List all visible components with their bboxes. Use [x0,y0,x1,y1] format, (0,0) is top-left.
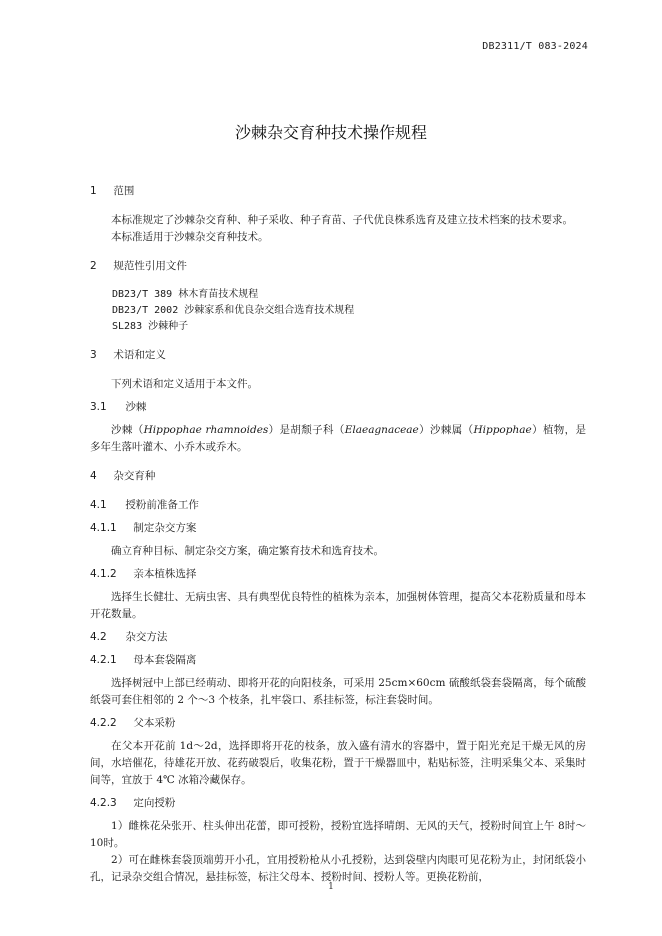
section-number: 3 [90,349,97,361]
section-number: 3.1 [90,401,107,413]
paragraph: 选择生长健壮、无病虫害、具有典型优良特性的植株为亲本，加强树体管理，提高父本花粉质量和母本开花数量。 [90,591,586,620]
paragraph: 下列术语和定义适用于本文件。 [111,378,258,390]
section-title: 制定杂交方案 [133,522,197,534]
section-title: 杂交方法 [125,631,168,643]
section-number: 4.1.1 [90,522,117,534]
section-number: 4.2 [90,631,107,643]
section-number: 4.1.2 [90,568,117,580]
subsection-4-2-1-heading [90,652,586,669]
section-3-heading [90,347,586,364]
reference-item: SL283 沙棘种子 [112,321,189,332]
subsection-4-2-heading [90,629,586,646]
section-number: 4 [90,470,97,482]
document-title: 沙棘杂交育种技术操作规程 [234,123,427,142]
page-number: 1 [328,882,334,892]
subsection-4-1-heading [90,497,586,514]
section-number: 4.2.3 [90,797,117,809]
subsection-4-2-2-heading [90,715,586,732]
section-title: 母本套袋隔离 [133,654,197,666]
subsection-4-1-2-heading [90,566,586,583]
paragraph: 本标准适用于沙棘杂交育种技术。 [111,231,269,243]
subsection-4-1-1-heading [90,520,586,537]
section-title: 范围 [113,185,135,197]
definition-paragraph: 沙棘（Hippophae rhamnoides）是胡颓子科（Elaeagnaceae）沙棘属（Hippophae）植物，是多年生落叶灌木、小乔木或乔木。 [90,424,587,453]
paragraph: 确立育种目标、制定杂交方案，确定繁育技术和选育技术。 [111,545,384,557]
subsection-4-2-3-heading [90,795,586,812]
paragraph: 本标准规定了沙棘杂交育种、种子采收、种子育苗、子代优良株系选育及建立技术档案的技术要求。 [111,214,573,226]
latin-name: Hippophae rhamnoides [143,424,269,436]
document-code: DB2311/T 083-2024 [482,41,588,52]
paragraph: 2）可在雌株套袋顶端剪开小孔，宜用授粉枪从小孔授粉，达到袋壁内肉眼可见花粉为止，封闭纸袋小孔，记录杂交组合情况，悬挂标签，标注父母本、授粉时间、授粉人等。更换花粉前， [90,854,586,883]
subsection-3-1-heading [90,399,586,416]
reference-item: DB23/T 2002 沙棘家系和优良杂交组合选育技术规程 [112,305,355,316]
section-number: 4.2.1 [90,654,117,666]
section-number: 2 [90,260,97,272]
section-number: 1 [90,185,97,197]
section-4-heading [90,468,586,485]
paragraph: 1）雌株花朵张开、柱头伸出花蕾，即可授粉，授粉宜选择晴朗、无风的天气，授粉时间宜上午 8时～10时。 [90,820,586,849]
section-1-heading [90,183,586,200]
section-title: 规范性引用文件 [113,260,187,272]
section-title: 父本采粉 [133,717,176,729]
section-title: 定向授粉 [133,797,176,809]
section-title: 亲本植株选择 [133,568,197,580]
latin-name: Hippophae [473,424,532,436]
section-number: 4.1 [90,499,107,511]
latin-name: Elaeagnaceae [344,424,419,436]
section-number: 4.2.2 [90,717,117,729]
paragraph: 在父本开花前 1d～2d，选择即将开花的枝条，放入盛有清水的容器中，置于阳光充足干燥无风的房间，水培催花，待雄花开放、花药破裂后，收集花粉，置于干燥器皿中，粘贴标签，注明采集父本、采集时间等，宜放于 4℃ 冰箱冷藏保存。 [90,740,586,786]
section-title: 术语和定义 [113,349,166,361]
section-title: 授粉前准备工作 [125,499,199,511]
section-title: 杂交育种 [113,470,156,482]
section-2-heading [90,258,586,275]
section-title: 沙棘 [125,401,147,413]
reference-item: DB23/T 389 林木育苗技术规程 [112,289,259,300]
document-body [90,183,586,886]
paragraph: 选择树冠中上部已经萌动、即将开花的向阳枝条，可采用 25cm×60cm 硫酸纸袋套袋隔离，每个硫酸纸袋可套住相邻的 2 个～3 个枝条，扎牢袋口、系挂标签，标注套袋时间。 [90,677,586,706]
